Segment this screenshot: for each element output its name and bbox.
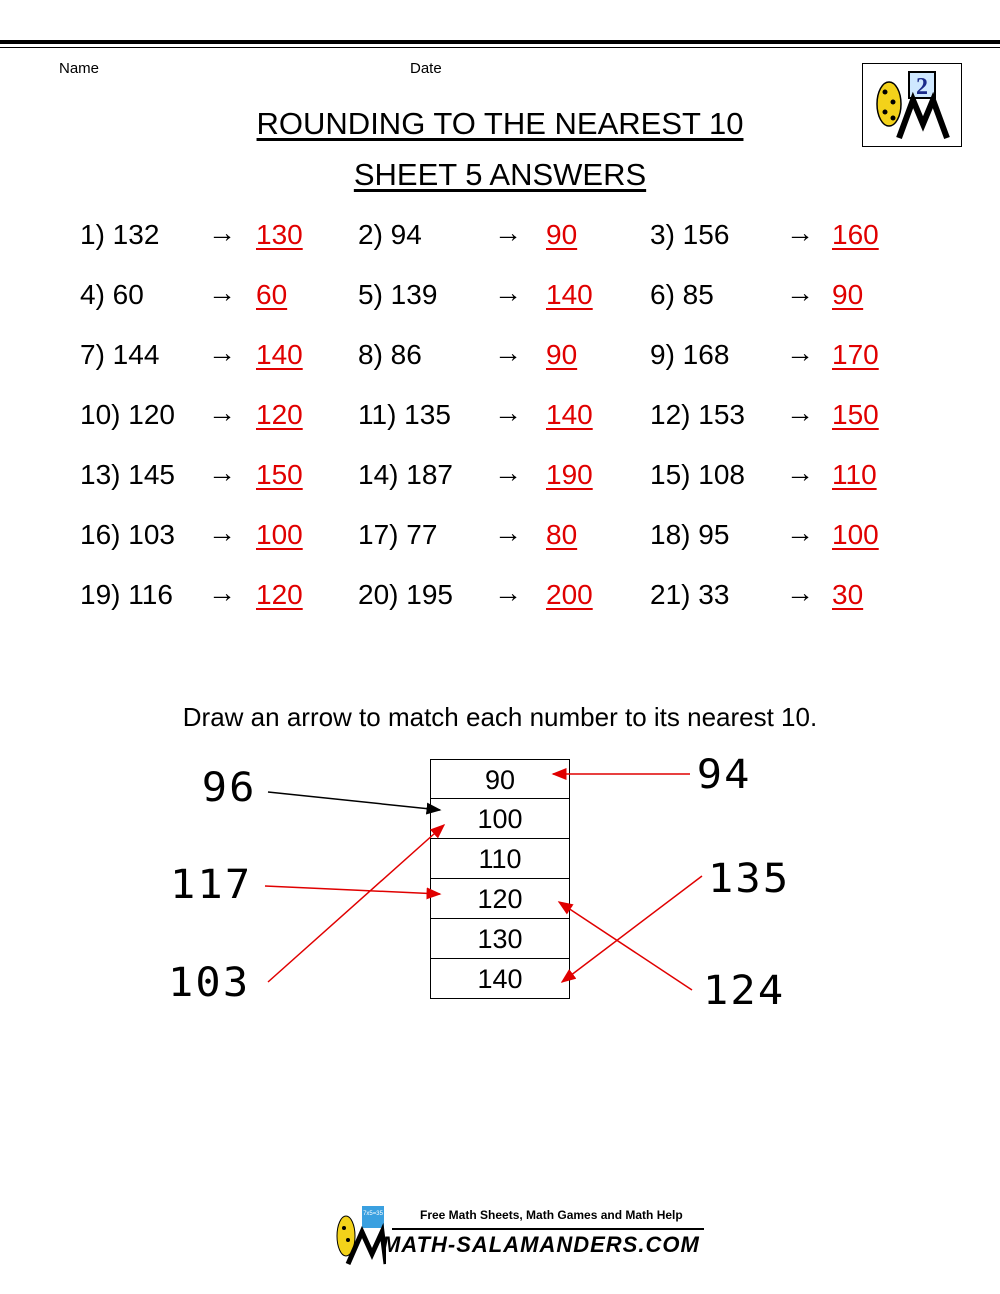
- arrow-right-icon: →: [786, 337, 814, 368]
- answer-20: 200: [546, 579, 593, 610]
- arrow-right-icon: →: [208, 457, 236, 488]
- answer-19: 120: [256, 579, 303, 610]
- arrow-right-icon: →: [494, 217, 522, 248]
- footer-logo-text: 7x5=35: [363, 1211, 383, 1217]
- footer-logo: [326, 1204, 386, 1266]
- arrow-right-icon: →: [208, 577, 236, 608]
- question-15: 15) 108: [650, 459, 745, 490]
- arrow-right-icon: →: [494, 397, 522, 428]
- answer-14: 190: [546, 459, 593, 490]
- answer-15: 110: [832, 459, 877, 490]
- question-6: 6) 85: [650, 279, 714, 310]
- arrow-right-icon: →: [786, 397, 814, 428]
- footer-tagline: Free Math Sheets, Math Games and Math Help: [420, 1208, 683, 1222]
- answer-2: 90: [546, 219, 578, 250]
- tens-cell: 140: [430, 959, 570, 999]
- arrow-right-icon: →: [494, 337, 522, 368]
- answer-11: 140: [546, 399, 593, 430]
- arrow-right-icon: →: [786, 217, 814, 248]
- page-title: ROUNDING TO THE NEAREST 10: [256, 106, 744, 141]
- answer-4: 60: [256, 279, 288, 310]
- footer-rule: [392, 1228, 704, 1230]
- answer-9: 170: [832, 339, 879, 370]
- left-number: 103: [168, 960, 251, 1006]
- arrow-103-to-100: [268, 825, 444, 982]
- question-8: 8) 86: [358, 339, 422, 370]
- arrow-right-icon: →: [786, 517, 814, 548]
- answer-7: 140: [256, 339, 303, 370]
- arrow-right-icon: →: [494, 577, 522, 608]
- answer-18: 100: [832, 519, 879, 550]
- question-9: 9) 168: [650, 339, 730, 370]
- arrow-right-icon: →: [208, 517, 236, 548]
- question-1: 1) 132: [80, 219, 160, 250]
- arrow-right-icon: →: [208, 217, 236, 248]
- arrow-135-to-140: [562, 876, 702, 982]
- left-number: 117: [170, 862, 253, 908]
- answer-1: 130: [256, 219, 303, 250]
- arrow-124-to-120: [559, 902, 692, 990]
- question-16: 16) 103: [80, 519, 175, 550]
- question-17: 17) 77: [358, 519, 438, 550]
- tens-cell: 120: [430, 879, 570, 919]
- tens-cell: 130: [430, 919, 570, 959]
- tens-cell: 100: [430, 799, 570, 839]
- question-18: 18) 95: [650, 519, 730, 550]
- logo-digit: 2: [916, 74, 928, 100]
- arrow-right-icon: →: [786, 577, 814, 608]
- question-5: 5) 139: [358, 279, 438, 310]
- left-number: 96: [201, 765, 257, 811]
- question-2: 2) 94: [358, 219, 422, 250]
- answer-12: 150: [832, 399, 879, 430]
- answer-5: 140: [546, 279, 593, 310]
- answer-13: 150: [256, 459, 303, 490]
- question-13: 13) 145: [80, 459, 175, 490]
- arrow-117-to-120: [265, 886, 440, 894]
- arrow-right-icon: →: [208, 277, 236, 308]
- matching-instruction: Draw an arrow to match each number to its nearest 10.: [182, 702, 818, 732]
- arrow-right-icon: →: [208, 397, 236, 428]
- arrow-right-icon: →: [494, 457, 522, 488]
- question-4: 4) 60: [80, 279, 144, 310]
- answer-8: 90: [546, 339, 578, 370]
- answer-10: 120: [256, 399, 303, 430]
- tens-cell: 110: [430, 839, 570, 879]
- question-12: 12) 153: [650, 399, 745, 430]
- question-11: 11) 135: [358, 399, 451, 430]
- footer-brand: MATH-SALAMANDERS.COM: [382, 1232, 700, 1257]
- date-label: Date: [410, 60, 442, 77]
- question-10: 10) 120: [80, 399, 175, 430]
- name-label: Name: [59, 60, 100, 77]
- question-14: 14) 187: [358, 459, 453, 490]
- right-number: 94: [696, 752, 752, 798]
- answer-6: 90: [832, 279, 864, 310]
- arrow-right-icon: →: [494, 277, 522, 308]
- arrow-right-icon: →: [786, 457, 814, 488]
- tens-cell: 90: [430, 759, 570, 799]
- right-number: 135: [708, 856, 791, 902]
- question-3: 3) 156: [650, 219, 730, 250]
- answer-17: 80: [546, 519, 578, 550]
- arrow-96-to-100: [268, 792, 440, 810]
- question-7: 7) 144: [80, 339, 160, 370]
- answer-21: 30: [832, 579, 864, 610]
- answer-3: 160: [832, 219, 879, 250]
- arrow-right-icon: →: [786, 277, 814, 308]
- question-20: 20) 195: [358, 579, 453, 610]
- question-19: 19) 116: [80, 579, 173, 610]
- answer-16: 100: [256, 519, 303, 550]
- question-21: 21) 33: [650, 579, 730, 610]
- page-subtitle: SHEET 5 ANSWERS: [353, 157, 647, 192]
- arrow-right-icon: →: [494, 517, 522, 548]
- right-number: 124: [703, 968, 786, 1014]
- arrow-right-icon: →: [208, 337, 236, 368]
